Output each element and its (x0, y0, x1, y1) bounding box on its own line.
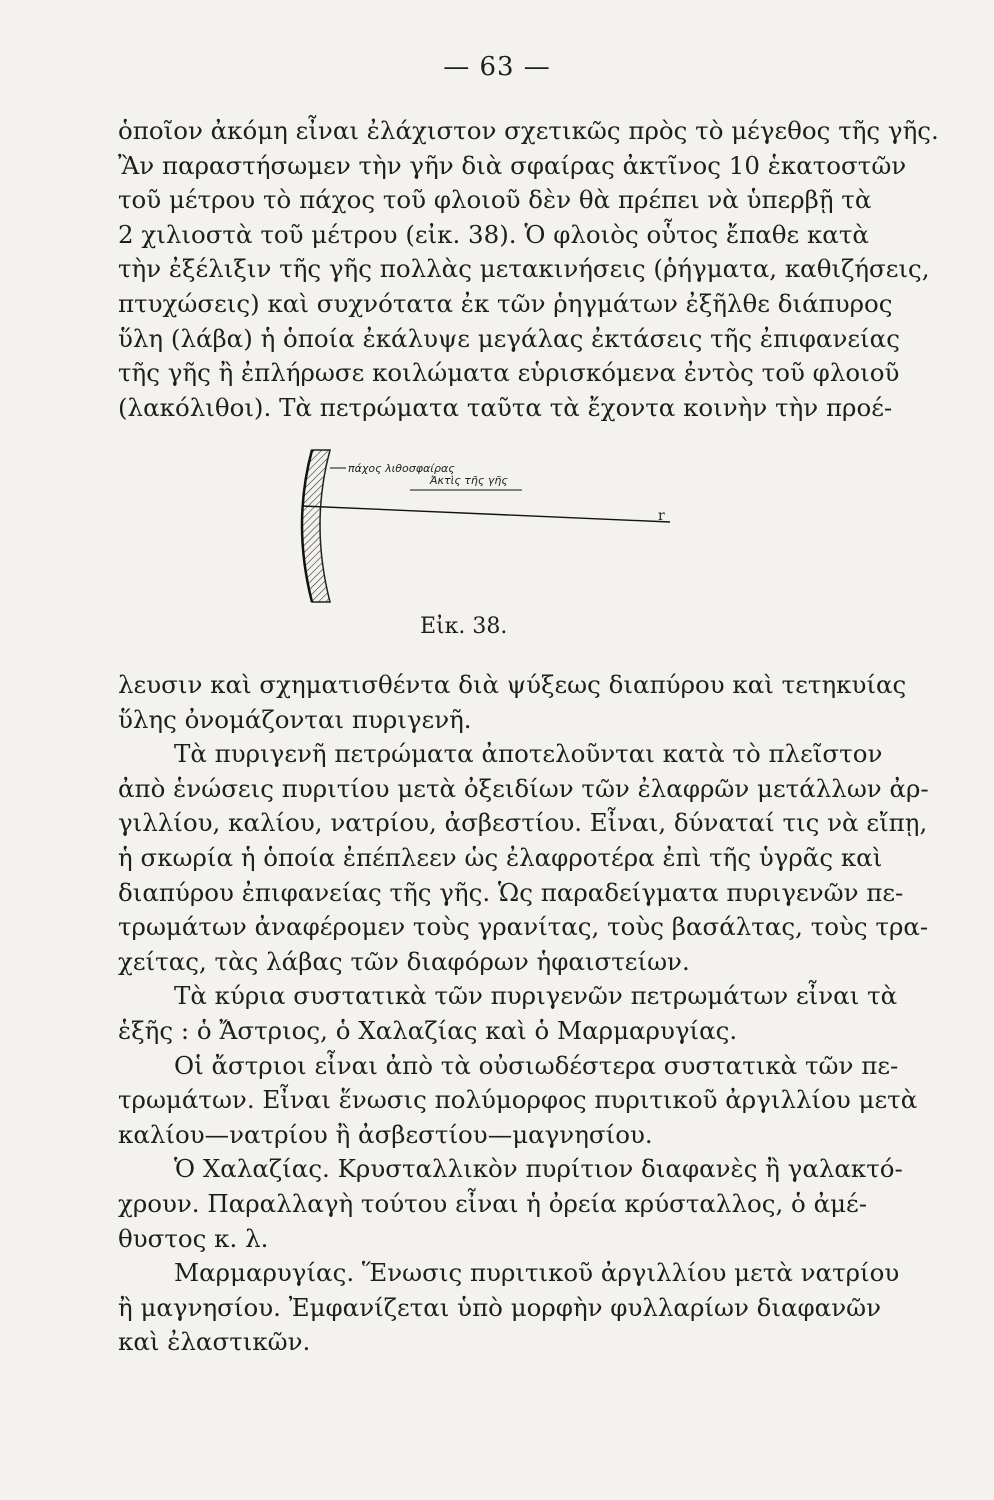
text-line: ἀπὸ ἑνώσεις πυριτίου μετὰ ὀξειδίων τῶν ἐλαφρῶν μετάλλων ἀρ- (118, 773, 929, 803)
text-line: καλίου—νατρίου ἢ ἀσβεστίου—μαγνησίου. (118, 1119, 653, 1149)
text-line: Τὰ κύρια συστατικὰ τῶν πυριγενῶν πετρωμάτων εἶναι τὰ (174, 981, 898, 1011)
radius-line (302, 506, 670, 522)
text-line: τοῦ μέτρου τὸ πάχος τοῦ φλοιοῦ δὲν θὰ πρέπει νὰ ὑπερβῇ τὰ (118, 185, 872, 215)
text-line: ἡ σκωρία ἡ ὁποία ἐπέπλεεν ὡς ἐλαφροτέρα ἐπὶ τῆς ὑγρᾶς καὶ (118, 842, 883, 872)
text-line: πτυχώσεις) καὶ συχνότατα ἐκ τῶν ῥηγμάτων ἐξῆλθε διάπυρος (118, 288, 893, 318)
text-line: ὁποῖον ἀκόμη εἶναι ἐλάχιστον σχετικῶς πρὸς τὸ μέγεθος τῆς γῆς. (118, 116, 939, 145)
text-block-top (118, 114, 939, 425)
text-line: (λακόλιθοι). Τὰ πετρώματα ταῦτα τὰ ἔχοντα κοινὴν τὴν προέ- (118, 392, 893, 422)
thickness-label: πάχος λιθοσφαίρας (348, 462, 455, 475)
text-line: λευσιν καὶ σχηματισθέντα διὰ ψύξεως διαπύρου καὶ τετηκυίας (118, 670, 907, 699)
text-line: Ἂν παραστήσωμεν τὴν γῆν διὰ σφαίρας ἀκτῖνος 10 ἑκατοστῶν (118, 150, 907, 180)
text-line: Ὁ Χαλαζίας. Κρυσταλλικὸν πυρίτιον διαφανὲς ἢ γαλακτό- (174, 1154, 903, 1184)
text-line: τρωμάτων. Εἶναι ἕνωσις πολύμορφος πυριτικοῦ ἀργιλλίου μετὰ (118, 1085, 918, 1115)
text-line: ἑξῆς : ὁ Ἄστριος, ὁ Χαλαζίας καὶ ὁ Μαρμαρυγίας. (118, 1015, 738, 1045)
page-number: — 63 — (443, 52, 551, 82)
figure-caption: Εἰκ. 38. (420, 614, 508, 639)
r-label: r (658, 508, 665, 524)
text-line: διαπύρου ἐπιφανείας τῆς γῆς. Ὡς παραδείγματα πυριγενῶν πε- (118, 877, 904, 907)
text-line: Οἱ ἄστριοι εἶναι ἀπὸ τὰ οὐσιωδέστερα συστατικὰ τῶν πε- (174, 1050, 899, 1080)
text-line: τρωμάτων ἀναφέρομεν τοὺς γρανίτας, τοὺς βασάλτας, τοὺς τρα- (118, 912, 929, 942)
text-line: τῆς γῆς ἢ ἐπλήρωσε κοιλώματα εὑρισκόμενα ἐντὸς τοῦ φλοιοῦ (118, 358, 900, 388)
text-block-bottom (118, 668, 929, 1360)
text-line: θυστος κ. λ. (118, 1223, 269, 1253)
text-line: χρουν. Παραλλαγὴ τούτου εἶναι ἡ ὀρεία κρύσταλλος, ὁ ἀμέ- (118, 1188, 868, 1218)
text-line: ὕλη (λάβα) ἡ ὁποία ἐκάλυψε μεγάλας ἐκτάσεις τῆς ἐπιφανείας (118, 323, 900, 353)
text-line: καὶ ἐλαστικῶν. (118, 1327, 311, 1357)
radius-label: Ἀκτὶς τῆς γῆς (430, 474, 508, 487)
text-line: ὕλης ὀνομάζονται πυριγενῆ. (118, 704, 472, 734)
text-line: Τὰ πυριγενῆ πετρώματα ἀποτελοῦνται κατὰ τὸ πλεῖστον (174, 739, 883, 769)
text-line: γιλλίου, καλίου, νατρίου, ἀσβεστίου. Εἶναι, δύναταί τις νὰ εἴπῃ, (118, 808, 928, 838)
text-line: τὴν ἐξέλιξιν τῆς γῆς πολλὰς μετακινήσεις (ῥήγματα, καθιζήσεις, (118, 254, 930, 284)
text-line: Μαρμαρυγίας. Ἕνωσις πυριτικοῦ ἀργιλλίου μετὰ νατρίου (174, 1258, 900, 1288)
text-line: ἢ μαγνησίου. Ἐμφανίζεται ὑπὸ μορφὴν φυλλαρίων διαφανῶν (118, 1292, 881, 1322)
text-line: χείτας, τὰς λάβας τῶν διαφόρων ἡφαιστείων. (118, 946, 690, 976)
text-line: 2 χιλιοστὰ τοῦ μέτρου (εἰκ. 38). Ὁ φλοιὸς οὗτος ἔπαθε κατὰ (118, 219, 869, 249)
